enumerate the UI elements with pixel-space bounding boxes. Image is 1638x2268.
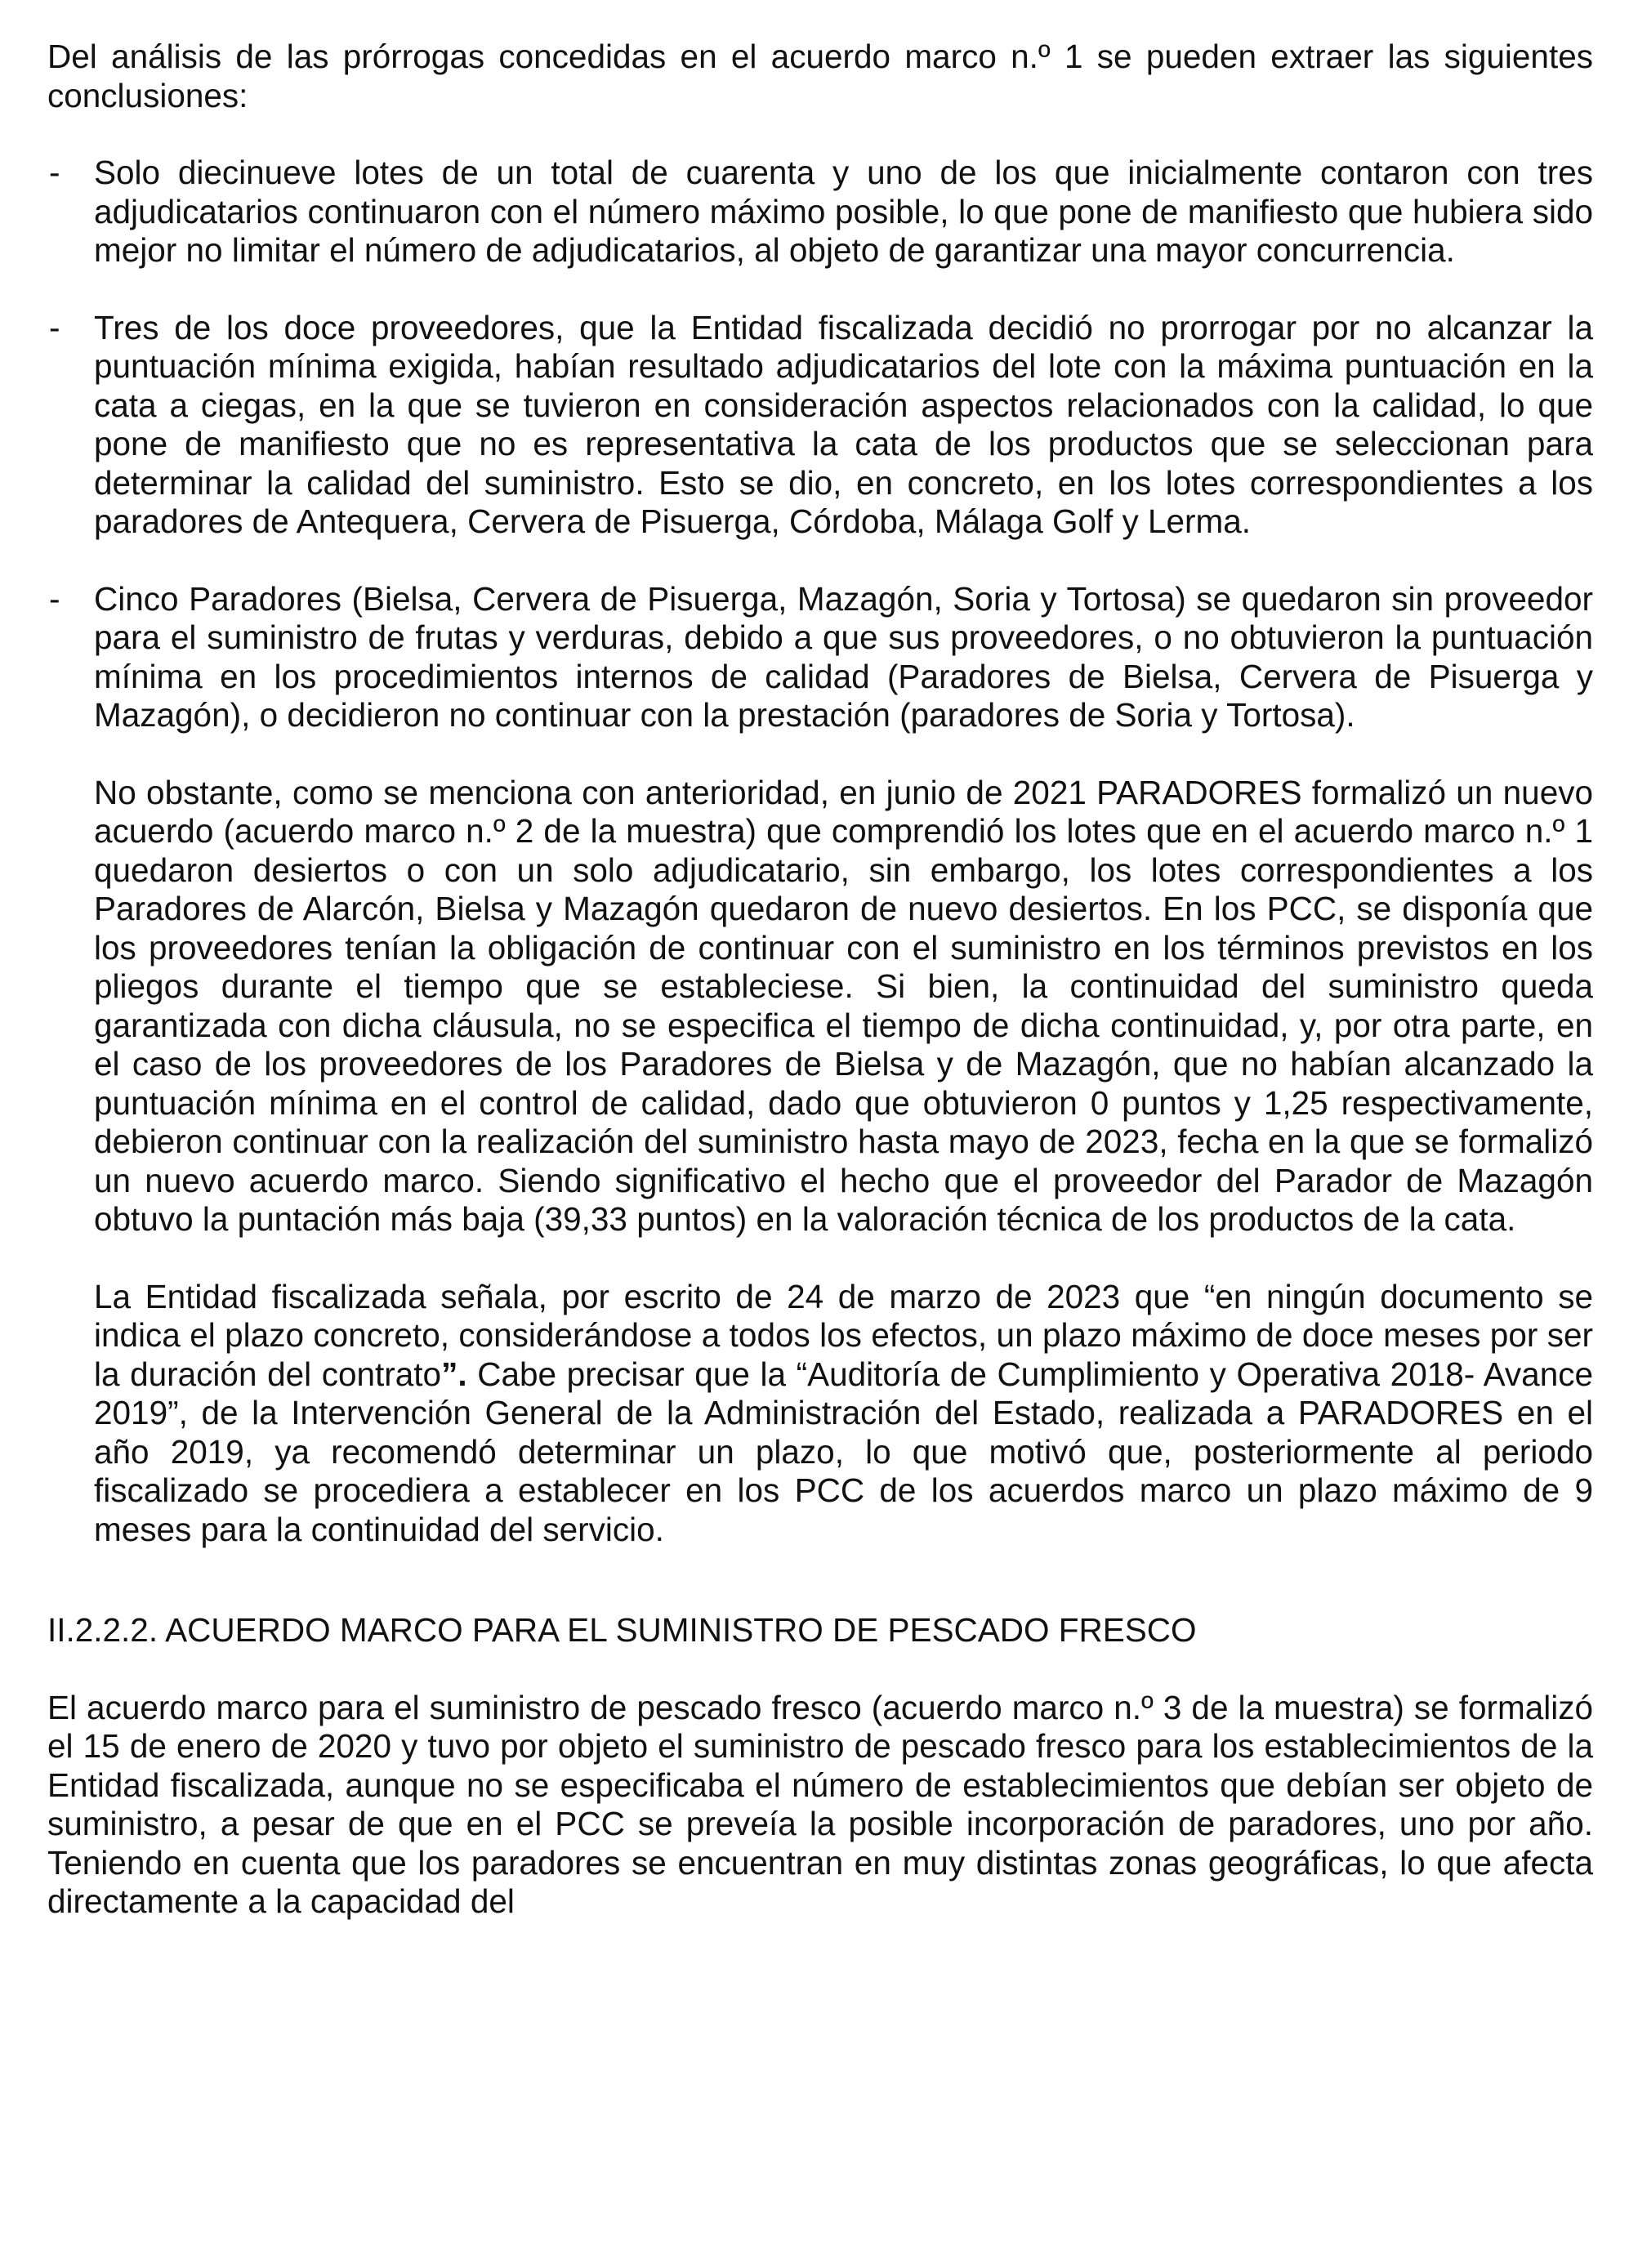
paragraph-pescado: El acuerdo marco para el suministro de pescado fresco (acuerdo marco n.º 3 de la muestra) se formalizó el 15 de enero de 2020 y tuvo por objeto el suministro de pescado fresco para los establecimientos de la Entidad fiscalizada, aunque no se especificaba el número de establecimientos que debían ser objeto de suministro, a pesar de que en el PCC se preveía la posible incorporación de paradores, uno por año. Teniendo en cuenta que los paradores se encuentran en muy distintas zonas geográficas, lo que afecta directamente a la capacidad del [47, 1688, 1593, 1920]
bullet-dash: - [49, 154, 60, 191]
bullet-dash: - [49, 579, 60, 618]
intro-paragraph: Del análisis de las prórrogas concedidas en el acuerdo marco n.º 1 se pueden extraer las siguientes conclusiones: [47, 38, 1593, 114]
paragraph-entidad [47, 1278, 1593, 1550]
bullet-text: Cinco Paradores (Bielsa, Cervera de Pisuerga, Mazagón, Soria y Tortosa) se quedaron sin proveedor para el suministro de frutas y verduras, debido a que sus proveedores, o no obtuvieron la puntuación mínima en los procedimientos internos de calidad (Paradores de Bielsa, Cervera de Pisuerga y Mazagón), o decidieron no continuar con la prestación (paradores de Soria y Tortosa). [94, 579, 1593, 734]
document-page [47, 38, 1593, 1922]
bullet-dash: - [49, 308, 60, 346]
bullet-text: Solo diecinueve lotes de un total de cuarenta y uno de los que inicialmente contaron con tres adjudicatarios continuaron con el número máximo posible, lo que pone de manifiesto que hubiera sido mejor no limitar el número de adjudicatarios, al objeto de garantizar una mayor concurrencia. [94, 154, 1593, 269]
bullet-text: Tres de los doce proveedores, que la Entidad fiscalizada decidió no prorrogar por no alcanzar la puntuación mínima exigida, habían resultado adjudicatarios del lote con la máxima puntuación en la cata a ciegas, en la que se tuvieron en consideración aspectos relacionados con la calidad, lo que pone de manifiesto que no es representativa la cata de los productos que se seleccionan para determinar la calidad del suministro. Esto se dio, en concreto, en los lotes correspondientes a los paradores de Antequera, Cervera de Pisuerga, Córdoba, Málaga Golf y Lerma. [94, 308, 1593, 540]
entidad-remaining-text: Cabe precisar que la “Auditoría de Cumplimiento y Operativa 2018- Avance 2019”, de la Intervención General de la Administración del Estado, realizada a PARADORES en el año 2019, ya recomendó determinar un plazo, lo que motivó que, posteriormente al periodo fiscalizado se procediera a establecer en los PCC de los acuerdos marco un plazo máximo de 9 meses para la continuidad del servicio. [94, 1355, 1593, 1548]
bullet-item-3 [47, 580, 1593, 735]
entidad-quote-text: La Entidad fiscalizada señala, por escrito de 24 de marzo de 2023 que “en ningún documento se indica el plazo concreto, considerándose a todos los efectos, un plazo máximo de doce meses por ser la duración del contrato [94, 1277, 1593, 1393]
bullet-item-1 [47, 154, 1593, 270]
paragraph-no-obstante: No obstante, como se menciona con anterioridad, en junio de 2021 PARADORES formalizó un nuevo acuerdo (acuerdo marco n.º 2 de la muestra) que comprendió los lotes que en el acuerdo marco n.º 1 quedaron desiertos o con un solo adjudicatario, sin embargo, los lotes correspondientes a los Paradores de Alarcón, Bielsa y Mazagón quedaron de nuevo desiertos. En los PCC, se disponía que los proveedores tenían la obligación de continuar con el suministro en los términos previstos en los pliegos durante el tiempo que se estableciese. Si bien, la continuidad del suministro queda garantizada con dicha cláusula, no se especifica el tiempo de dicha continuidad, y, por otra parte, en el caso de los proveedores de los Paradores de Bielsa y de Mazagón, que no habían alcanzado la puntuación mínima en el control de calidad, dado que obtuvieron 0 puntos y 1,25 respectivamente, debieron continuar con la realización del suministro hasta mayo de 2023, fecha en la que se formalizó un nuevo acuerdo marco. Siendo significativo el hecho que el proveedor del Parador de Mazagón obtuvo la puntación más baja (39,33 puntos) en la valoración técnica de los productos de la cata. [94, 773, 1593, 1238]
bullet-item-2 [47, 309, 1593, 542]
section-heading: II.2.2.2. ACUERDO MARCO PARA EL SUMINISTRO DE PESCADO FRESCO [47, 1611, 1197, 1649]
entidad-closing-quote: ”. [441, 1355, 467, 1393]
